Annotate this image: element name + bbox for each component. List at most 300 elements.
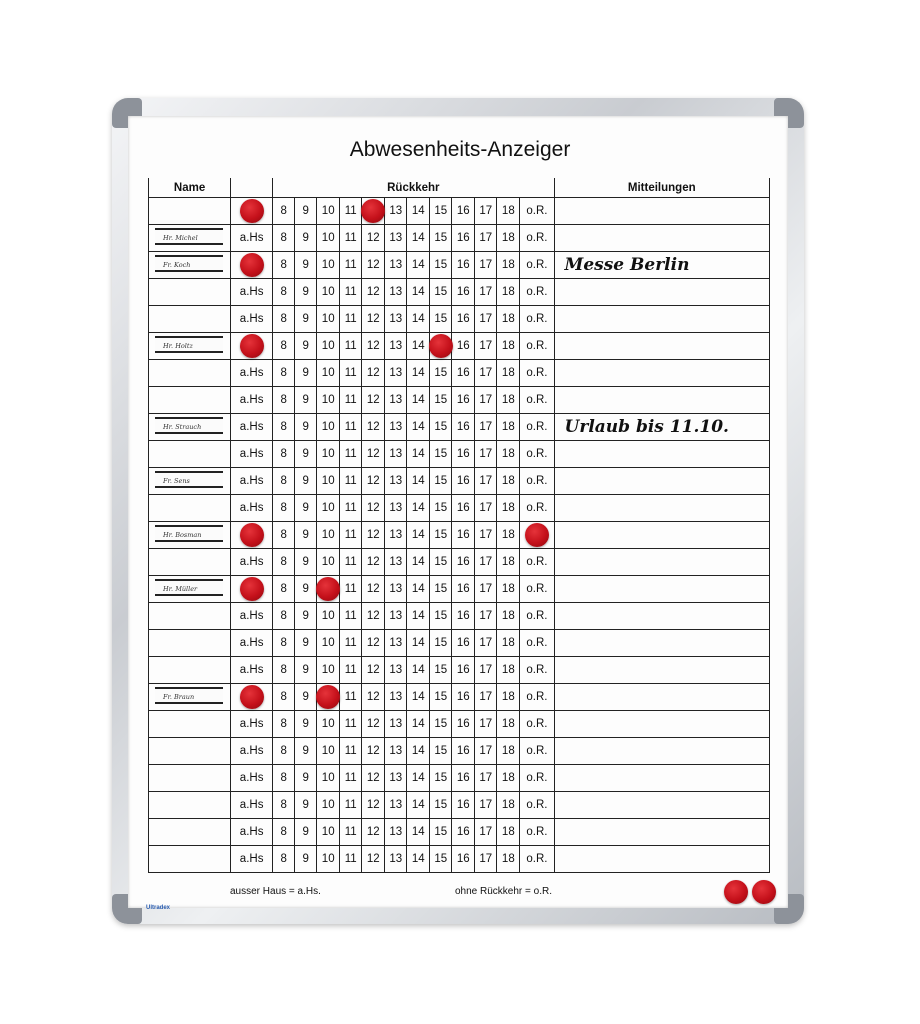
hour-cell[interactable] (340, 765, 362, 792)
hour-cell[interactable] (430, 252, 452, 279)
hour-cell[interactable] (295, 333, 317, 360)
hour-cell[interactable] (475, 603, 497, 630)
hour-cell[interactable] (407, 819, 430, 846)
message-cell[interactable] (554, 495, 769, 522)
hour-cell[interactable] (317, 252, 340, 279)
hour-cell[interactable] (295, 279, 317, 306)
hour-cell[interactable] (452, 387, 475, 414)
message-cell[interactable] (554, 765, 769, 792)
hour-cell[interactable] (340, 792, 362, 819)
hour-cell[interactable] (452, 765, 475, 792)
hour-cell[interactable] (430, 738, 452, 765)
hour-cell[interactable] (452, 360, 475, 387)
absent-cell[interactable] (231, 657, 273, 684)
hour-cell[interactable] (407, 495, 430, 522)
hour-cell[interactable] (295, 657, 317, 684)
name-cell[interactable] (149, 846, 231, 873)
hour-cell[interactable] (273, 468, 295, 495)
hour-cell[interactable] (497, 279, 520, 306)
hour-cell[interactable] (340, 279, 362, 306)
hour-cell[interactable] (295, 819, 317, 846)
message-cell[interactable] (554, 414, 769, 441)
hour-cell[interactable] (407, 333, 430, 360)
message-cell[interactable] (554, 792, 769, 819)
hour-cell[interactable] (430, 495, 452, 522)
red-magnet[interactable] (525, 523, 549, 547)
hour-cell[interactable] (295, 495, 317, 522)
name-cell[interactable] (149, 711, 231, 738)
hour-cell[interactable] (385, 576, 407, 603)
hour-cell[interactable] (362, 468, 385, 495)
hour-cell[interactable] (452, 414, 475, 441)
absent-cell[interactable] (231, 225, 273, 252)
hour-cell[interactable] (317, 360, 340, 387)
hour-cell[interactable] (273, 711, 295, 738)
hour-cell[interactable] (385, 819, 407, 846)
hour-cell[interactable] (362, 549, 385, 576)
hour-cell[interactable] (317, 738, 340, 765)
hour-cell[interactable] (452, 738, 475, 765)
hour-cell[interactable] (452, 468, 475, 495)
no-return-cell[interactable] (520, 414, 554, 441)
name-cell[interactable] (149, 738, 231, 765)
hour-cell[interactable] (475, 684, 497, 711)
message-cell[interactable] (554, 333, 769, 360)
message-cell[interactable] (554, 387, 769, 414)
name-cell[interactable] (149, 657, 231, 684)
name-tag[interactable]: Fr. Braun (155, 687, 223, 704)
hour-cell[interactable] (475, 846, 497, 873)
hour-cell[interactable] (407, 630, 430, 657)
hour-cell[interactable] (385, 198, 407, 225)
hour-cell[interactable] (317, 225, 340, 252)
absent-cell[interactable] (231, 333, 273, 360)
hour-cell[interactable] (340, 360, 362, 387)
absent-cell[interactable] (231, 711, 273, 738)
hour-cell[interactable] (273, 684, 295, 711)
hour-cell[interactable] (273, 765, 295, 792)
hour-cell[interactable] (362, 252, 385, 279)
hour-cell[interactable] (295, 738, 317, 765)
name-cell[interactable] (149, 306, 231, 333)
absent-cell[interactable] (231, 792, 273, 819)
message-cell[interactable] (554, 549, 769, 576)
hour-cell[interactable] (362, 522, 385, 549)
absent-cell[interactable] (231, 630, 273, 657)
hour-cell[interactable] (497, 711, 520, 738)
hour-cell[interactable] (452, 306, 475, 333)
hour-cell[interactable] (362, 387, 385, 414)
hour-cell[interactable] (295, 792, 317, 819)
hour-cell[interactable] (430, 387, 452, 414)
hour-cell[interactable] (362, 738, 385, 765)
hour-cell[interactable] (475, 738, 497, 765)
hour-cell[interactable] (273, 387, 295, 414)
hour-cell[interactable] (407, 765, 430, 792)
hour-cell[interactable] (452, 549, 475, 576)
red-magnet[interactable] (240, 334, 264, 358)
hour-cell[interactable] (295, 522, 317, 549)
hour-cell[interactable] (430, 333, 452, 360)
hour-cell[interactable] (430, 549, 452, 576)
hour-cell[interactable] (295, 711, 317, 738)
hour-cell[interactable] (407, 576, 430, 603)
red-magnet[interactable] (429, 334, 453, 358)
absent-cell[interactable] (231, 387, 273, 414)
hour-cell[interactable] (273, 549, 295, 576)
hour-cell[interactable] (273, 792, 295, 819)
hour-cell[interactable] (317, 603, 340, 630)
hour-cell[interactable] (407, 522, 430, 549)
hour-cell[interactable] (295, 198, 317, 225)
red-magnet[interactable] (240, 523, 264, 547)
hour-cell[interactable] (385, 738, 407, 765)
hour-cell[interactable] (475, 819, 497, 846)
hour-cell[interactable] (273, 657, 295, 684)
absent-cell[interactable] (231, 279, 273, 306)
hour-cell[interactable] (452, 846, 475, 873)
hour-cell[interactable] (430, 711, 452, 738)
hour-cell[interactable] (430, 306, 452, 333)
hour-cell[interactable] (273, 225, 295, 252)
name-tag[interactable]: Hr. Holtz (155, 336, 223, 353)
hour-cell[interactable] (273, 441, 295, 468)
hour-cell[interactable] (317, 684, 340, 711)
name-cell[interactable] (149, 630, 231, 657)
no-return-cell[interactable] (520, 387, 554, 414)
hour-cell[interactable] (362, 630, 385, 657)
hour-cell[interactable] (452, 576, 475, 603)
hour-cell[interactable] (340, 252, 362, 279)
name-cell[interactable] (149, 252, 231, 279)
name-tag[interactable]: Hr. Müller (155, 579, 223, 596)
message-cell[interactable] (554, 684, 769, 711)
hour-cell[interactable] (407, 846, 430, 873)
hour-cell[interactable] (475, 792, 497, 819)
red-magnet[interactable] (316, 685, 340, 709)
hour-cell[interactable] (340, 657, 362, 684)
message-cell[interactable] (554, 441, 769, 468)
hour-cell[interactable] (317, 576, 340, 603)
hour-cell[interactable] (385, 603, 407, 630)
hour-cell[interactable] (452, 279, 475, 306)
hour-cell[interactable] (273, 414, 295, 441)
name-cell[interactable] (149, 819, 231, 846)
hour-cell[interactable] (340, 522, 362, 549)
hour-cell[interactable] (475, 333, 497, 360)
hour-cell[interactable] (407, 306, 430, 333)
name-cell[interactable] (149, 468, 231, 495)
hour-cell[interactable] (273, 279, 295, 306)
message-cell[interactable] (554, 279, 769, 306)
hour-cell[interactable] (362, 225, 385, 252)
hour-cell[interactable] (497, 765, 520, 792)
message-cell[interactable] (554, 576, 769, 603)
red-magnet[interactable] (240, 253, 264, 277)
name-tag[interactable]: Fr. Koch (155, 255, 223, 272)
hour-cell[interactable] (407, 279, 430, 306)
hour-cell[interactable] (497, 549, 520, 576)
message-cell[interactable] (554, 360, 769, 387)
hour-cell[interactable] (475, 765, 497, 792)
absent-cell[interactable] (231, 306, 273, 333)
hour-cell[interactable] (475, 360, 497, 387)
absent-cell[interactable] (231, 846, 273, 873)
hour-cell[interactable] (430, 792, 452, 819)
hour-cell[interactable] (475, 522, 497, 549)
hour-cell[interactable] (273, 576, 295, 603)
hour-cell[interactable] (273, 738, 295, 765)
name-cell[interactable] (149, 387, 231, 414)
name-cell[interactable] (149, 360, 231, 387)
hour-cell[interactable] (475, 576, 497, 603)
name-cell[interactable] (149, 414, 231, 441)
hour-cell[interactable] (295, 414, 317, 441)
message-cell[interactable] (554, 306, 769, 333)
hour-cell[interactable] (407, 225, 430, 252)
hour-cell[interactable] (452, 684, 475, 711)
hour-cell[interactable] (295, 630, 317, 657)
hour-cell[interactable] (430, 657, 452, 684)
absent-cell[interactable] (231, 414, 273, 441)
hour-cell[interactable] (452, 603, 475, 630)
message-cell[interactable] (554, 711, 769, 738)
hour-cell[interactable] (340, 387, 362, 414)
hour-cell[interactable] (497, 603, 520, 630)
name-cell[interactable] (149, 576, 231, 603)
hour-cell[interactable] (273, 306, 295, 333)
spare-magnet[interactable] (724, 880, 748, 904)
hour-cell[interactable] (385, 711, 407, 738)
hour-cell[interactable] (452, 198, 475, 225)
absent-cell[interactable] (231, 549, 273, 576)
name-tag[interactable]: Hr. Bosman (155, 525, 223, 542)
hour-cell[interactable] (340, 198, 362, 225)
hour-cell[interactable] (430, 225, 452, 252)
name-tag[interactable]: Hr. Michel (155, 228, 223, 245)
no-return-cell[interactable] (520, 225, 554, 252)
message-cell[interactable] (554, 198, 769, 225)
hour-cell[interactable] (385, 657, 407, 684)
hour-cell[interactable] (475, 468, 497, 495)
spare-magnet[interactable] (752, 880, 776, 904)
hour-cell[interactable] (273, 819, 295, 846)
hour-cell[interactable] (407, 684, 430, 711)
name-cell[interactable] (149, 684, 231, 711)
hour-cell[interactable] (475, 252, 497, 279)
message-cell[interactable] (554, 225, 769, 252)
hour-cell[interactable] (475, 711, 497, 738)
hour-cell[interactable] (295, 387, 317, 414)
hour-cell[interactable] (475, 387, 497, 414)
hour-cell[interactable] (497, 198, 520, 225)
hour-cell[interactable] (362, 306, 385, 333)
hour-cell[interactable] (317, 819, 340, 846)
hour-cell[interactable] (273, 630, 295, 657)
message-cell[interactable] (554, 468, 769, 495)
no-return-cell[interactable] (520, 846, 554, 873)
hour-cell[interactable] (273, 333, 295, 360)
hour-cell[interactable] (452, 441, 475, 468)
hour-cell[interactable] (340, 549, 362, 576)
hour-cell[interactable] (362, 846, 385, 873)
hour-cell[interactable] (497, 387, 520, 414)
hour-cell[interactable] (317, 333, 340, 360)
hour-cell[interactable] (497, 252, 520, 279)
hour-cell[interactable] (317, 549, 340, 576)
no-return-cell[interactable] (520, 306, 554, 333)
hour-cell[interactable] (475, 630, 497, 657)
hour-cell[interactable] (340, 414, 362, 441)
hour-cell[interactable] (295, 468, 317, 495)
hour-cell[interactable] (362, 576, 385, 603)
hour-cell[interactable] (497, 738, 520, 765)
hour-cell[interactable] (407, 468, 430, 495)
hour-cell[interactable] (362, 603, 385, 630)
hour-cell[interactable] (452, 792, 475, 819)
hour-cell[interactable] (497, 819, 520, 846)
hour-cell[interactable] (430, 441, 452, 468)
hour-cell[interactable] (385, 549, 407, 576)
hour-cell[interactable] (430, 279, 452, 306)
hour-cell[interactable] (317, 765, 340, 792)
hour-cell[interactable] (430, 468, 452, 495)
hour-cell[interactable] (385, 279, 407, 306)
hour-cell[interactable] (273, 360, 295, 387)
hour-cell[interactable] (340, 306, 362, 333)
hour-cell[interactable] (340, 738, 362, 765)
hour-cell[interactable] (362, 657, 385, 684)
hour-cell[interactable] (273, 846, 295, 873)
hour-cell[interactable] (273, 495, 295, 522)
hour-cell[interactable] (340, 333, 362, 360)
hour-cell[interactable] (340, 603, 362, 630)
hour-cell[interactable] (452, 819, 475, 846)
hour-cell[interactable] (385, 846, 407, 873)
no-return-cell[interactable] (520, 279, 554, 306)
hour-cell[interactable] (340, 630, 362, 657)
hour-cell[interactable] (385, 522, 407, 549)
hour-cell[interactable] (385, 333, 407, 360)
no-return-cell[interactable] (520, 603, 554, 630)
hour-cell[interactable] (407, 657, 430, 684)
hour-cell[interactable] (317, 279, 340, 306)
hour-cell[interactable] (475, 198, 497, 225)
hour-cell[interactable] (430, 522, 452, 549)
hour-cell[interactable] (340, 468, 362, 495)
hour-cell[interactable] (385, 252, 407, 279)
hour-cell[interactable] (407, 252, 430, 279)
absent-cell[interactable] (231, 441, 273, 468)
hour-cell[interactable] (452, 711, 475, 738)
absent-cell[interactable] (231, 684, 273, 711)
red-magnet[interactable] (316, 577, 340, 601)
name-cell[interactable] (149, 225, 231, 252)
no-return-cell[interactable] (520, 576, 554, 603)
hour-cell[interactable] (497, 333, 520, 360)
hour-cell[interactable] (385, 792, 407, 819)
hour-cell[interactable] (340, 819, 362, 846)
hour-cell[interactable] (430, 360, 452, 387)
name-tag[interactable]: Fr. Sens (155, 471, 223, 488)
no-return-cell[interactable] (520, 711, 554, 738)
hour-cell[interactable] (452, 252, 475, 279)
hour-cell[interactable] (385, 441, 407, 468)
hour-cell[interactable] (295, 765, 317, 792)
no-return-cell[interactable] (520, 684, 554, 711)
no-return-cell[interactable] (520, 495, 554, 522)
message-cell[interactable] (554, 603, 769, 630)
hour-cell[interactable] (385, 387, 407, 414)
hour-cell[interactable] (407, 603, 430, 630)
message-cell[interactable] (554, 522, 769, 549)
hour-cell[interactable] (317, 522, 340, 549)
hour-cell[interactable] (295, 549, 317, 576)
hour-cell[interactable] (273, 252, 295, 279)
hour-cell[interactable] (497, 792, 520, 819)
hour-cell[interactable] (407, 360, 430, 387)
hour-cell[interactable] (475, 441, 497, 468)
hour-cell[interactable] (362, 495, 385, 522)
hour-cell[interactable] (497, 630, 520, 657)
absent-cell[interactable] (231, 765, 273, 792)
hour-cell[interactable] (407, 414, 430, 441)
message-cell[interactable] (554, 657, 769, 684)
hour-cell[interactable] (497, 522, 520, 549)
hour-cell[interactable] (295, 225, 317, 252)
hour-cell[interactable] (475, 549, 497, 576)
red-magnet[interactable] (240, 685, 264, 709)
hour-cell[interactable] (340, 495, 362, 522)
hour-cell[interactable] (475, 495, 497, 522)
hour-cell[interactable] (295, 441, 317, 468)
no-return-cell[interactable] (520, 360, 554, 387)
no-return-cell[interactable] (520, 819, 554, 846)
hour-cell[interactable] (273, 603, 295, 630)
hour-cell[interactable] (295, 684, 317, 711)
no-return-cell[interactable] (520, 738, 554, 765)
no-return-cell[interactable] (520, 333, 554, 360)
name-cell[interactable] (149, 495, 231, 522)
hour-cell[interactable] (362, 279, 385, 306)
hour-cell[interactable] (317, 792, 340, 819)
absent-cell[interactable] (231, 522, 273, 549)
hour-cell[interactable] (385, 360, 407, 387)
hour-cell[interactable] (317, 306, 340, 333)
hour-cell[interactable] (317, 846, 340, 873)
hour-cell[interactable] (385, 468, 407, 495)
name-tag[interactable]: Hr. Strauch (155, 417, 223, 434)
hour-cell[interactable] (430, 414, 452, 441)
hour-cell[interactable] (317, 198, 340, 225)
hour-cell[interactable] (362, 711, 385, 738)
hour-cell[interactable] (407, 549, 430, 576)
no-return-cell[interactable] (520, 765, 554, 792)
no-return-cell[interactable] (520, 522, 554, 549)
hour-cell[interactable] (317, 630, 340, 657)
absent-cell[interactable] (231, 468, 273, 495)
hour-cell[interactable] (475, 414, 497, 441)
hour-cell[interactable] (362, 765, 385, 792)
hour-cell[interactable] (385, 225, 407, 252)
hour-cell[interactable] (362, 819, 385, 846)
hour-cell[interactable] (475, 306, 497, 333)
no-return-cell[interactable] (520, 657, 554, 684)
hour-cell[interactable] (385, 684, 407, 711)
hour-cell[interactable] (362, 360, 385, 387)
hour-cell[interactable] (407, 711, 430, 738)
hour-cell[interactable] (452, 630, 475, 657)
